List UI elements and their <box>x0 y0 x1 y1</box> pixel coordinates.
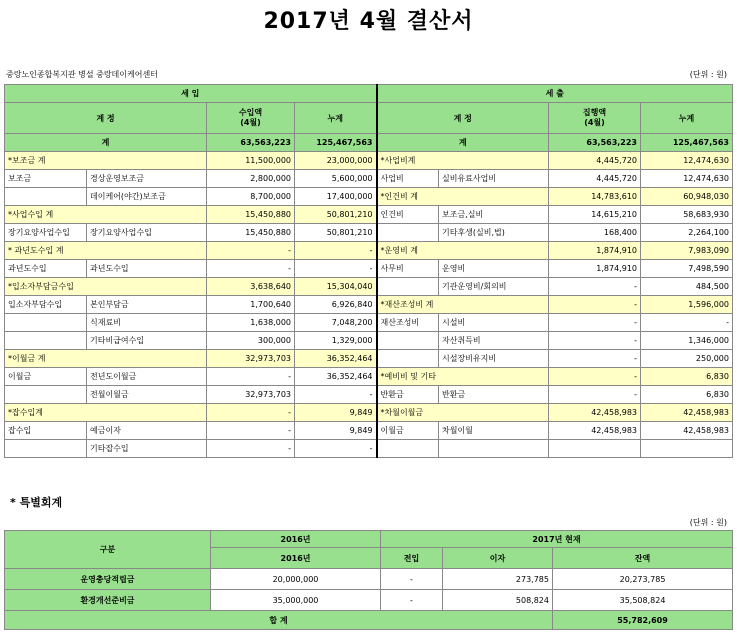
expense-month-value: - <box>549 314 641 332</box>
income-category-label: *이월금 계 <box>5 350 207 368</box>
income-cumulative-value: 17,400,000 <box>295 188 377 206</box>
income-month-value: 15,450,880 <box>207 206 295 224</box>
income-category-label: 장기요양사업수입 <box>5 224 87 242</box>
expense-cumulative-value: 60,948,030 <box>641 188 733 206</box>
special-total-value: 55,782,609 <box>553 611 733 630</box>
income-cumulative-value: 9,849 <box>295 422 377 440</box>
income-cumulative-value: 50,801,210 <box>295 206 377 224</box>
expense-category-label: *재산조성비 계 <box>377 296 549 314</box>
special-2016-header: 2016년 <box>211 531 381 548</box>
income-cumulative-value: - <box>295 386 377 404</box>
expense-item-label: 자산취득비 <box>439 332 549 350</box>
income-cumulative-value: 5,600,000 <box>295 170 377 188</box>
expense-cumulative-value: - <box>641 314 733 332</box>
expense-item-label: 시설장비유지비 <box>439 350 549 368</box>
expense-category-label: *운영비 계 <box>377 242 549 260</box>
expense-cumulative-value: 12,474,630 <box>641 170 733 188</box>
expense-month-value: - <box>549 350 641 368</box>
expense-cumulative-value: 1,346,000 <box>641 332 733 350</box>
special-row-balance: 20,273,785 <box>553 569 733 590</box>
settlement-row <box>5 206 733 224</box>
income-month-value: 1,700,640 <box>207 296 295 314</box>
income-month-value: 11,500,000 <box>207 152 295 170</box>
settlement-row <box>5 296 733 314</box>
income-cumulative-value: 6,926,840 <box>295 296 377 314</box>
income-month-value: 32,973,703 <box>207 350 295 368</box>
expense-item-label: 기관운영비/회의비 <box>439 278 549 296</box>
expense-cumulative-value: 250,000 <box>641 350 733 368</box>
special-row-2016: 35,000,000 <box>211 590 381 611</box>
settlement-row <box>5 152 733 170</box>
expense-month-value: 42,458,983 <box>549 422 641 440</box>
income-item-label: 본인부담금 <box>87 296 207 314</box>
expense-cumulative-value <box>641 440 733 458</box>
settlement-row <box>5 260 733 278</box>
expense-category-label <box>377 440 439 458</box>
expense-month-value: 14,615,210 <box>549 206 641 224</box>
income-total-label: 계 <box>5 134 207 152</box>
expense-month-value: - <box>549 332 641 350</box>
expense-cumulative-value: 7,983,090 <box>641 242 733 260</box>
income-cumulative-value: 9,849 <box>295 404 377 422</box>
expense-month-value: - <box>549 386 641 404</box>
income-category-label <box>5 440 87 458</box>
income-category-label: 과년도수입 <box>5 260 87 278</box>
special-jeonip-header: 전입 <box>381 548 443 569</box>
income-category-label: *입소자부담금수입 <box>5 278 207 296</box>
expense-month-value <box>549 440 641 458</box>
expense-item-label: 반환금 <box>439 386 549 404</box>
expense-category-label <box>377 224 439 242</box>
expense-item-label: 실비유료사업비 <box>439 170 549 188</box>
settlement-row <box>5 188 733 206</box>
expense-cumulative-value: 12,474,630 <box>641 152 733 170</box>
expense-month-value: 4,445,720 <box>549 170 641 188</box>
income-month-value: 15,450,880 <box>207 224 295 242</box>
expense-category-label <box>377 332 439 350</box>
income-month-value: 3,638,640 <box>207 278 295 296</box>
income-month-value: 300,000 <box>207 332 295 350</box>
income-cumulative-value: - <box>295 440 377 458</box>
income-cumulative-value: - <box>295 242 377 260</box>
expense-item-label: 차월이월 <box>439 422 549 440</box>
income-month-value: - <box>207 440 295 458</box>
income-category-label: *잡수입계 <box>5 404 207 422</box>
expense-category-label: 사업비 <box>377 170 439 188</box>
expense-total-month: 63,563,223 <box>549 134 641 152</box>
expense-month-value: - <box>549 278 641 296</box>
expense-category-label: 이월금 <box>377 422 439 440</box>
special-2016-sub-header: 2016년 <box>211 548 381 569</box>
income-month-value: - <box>207 422 295 440</box>
income-cumulative-value: 7,048,200 <box>295 314 377 332</box>
expense-account-header: 계 정 <box>377 103 549 134</box>
income-category-label <box>5 332 87 350</box>
income-month-value: 32,973,703 <box>207 386 295 404</box>
special-row-balance: 35,508,824 <box>553 590 733 611</box>
expense-cumulative-value: 42,458,983 <box>641 422 733 440</box>
income-month-value: 8,700,000 <box>207 188 295 206</box>
expense-item-label: 운영비 <box>439 260 549 278</box>
special-balance-header: 잔액 <box>553 548 733 569</box>
income-item-label: 기타비급여수입 <box>87 332 207 350</box>
settlement-row <box>5 386 733 404</box>
expense-category-label: *사업비계 <box>377 152 549 170</box>
income-month-value: - <box>207 260 295 278</box>
expense-cumulative-value: 1,596,000 <box>641 296 733 314</box>
special-row-name: 환경개선준비금 <box>5 590 211 611</box>
expense-cumulative-value: 42,458,983 <box>641 404 733 422</box>
settlement-row <box>5 422 733 440</box>
income-item-label: 식재료비 <box>87 314 207 332</box>
expense-month-value: 4,445,720 <box>549 152 641 170</box>
expense-cumulative-value: 7,498,590 <box>641 260 733 278</box>
expense-month-value: - <box>549 368 641 386</box>
unit-label: (단위 : 원) <box>689 70 727 79</box>
income-total-month: 63,563,223 <box>207 134 295 152</box>
expense-category-label <box>377 278 439 296</box>
income-category-label: * 과년도수입 계 <box>5 242 207 260</box>
income-item-label: 과년도수입 <box>87 260 207 278</box>
expense-cumulative-value: 484,500 <box>641 278 733 296</box>
income-category-label <box>5 188 87 206</box>
special-total-label: 합 계 <box>5 611 553 630</box>
income-cumulative-value: 15,304,040 <box>295 278 377 296</box>
special-row-jeonip: - <box>381 569 443 590</box>
special-row-interest: 273,785 <box>443 569 553 590</box>
special-account-table <box>4 530 733 630</box>
income-month-value: 1,638,000 <box>207 314 295 332</box>
settlement-row <box>5 440 733 458</box>
expense-cumulative-header: 누계 <box>641 103 733 134</box>
income-cumulative-value: - <box>295 260 377 278</box>
income-category-label: 보조금 <box>5 170 87 188</box>
settlement-row <box>5 314 733 332</box>
income-month-value: - <box>207 404 295 422</box>
income-cumulative-value: 36,352,464 <box>295 368 377 386</box>
settlement-row <box>5 368 733 386</box>
settlement-row <box>5 332 733 350</box>
expense-category-label: 사무비 <box>377 260 439 278</box>
income-item-label: 기타잡수입 <box>87 440 207 458</box>
income-item-label: 데이케어(야간)보조금 <box>87 188 207 206</box>
special-row-2016: 20,000,000 <box>211 569 381 590</box>
settlement-table <box>4 84 733 458</box>
income-cumulative-value: 50,801,210 <box>295 224 377 242</box>
income-cumulative-value: 36,352,464 <box>295 350 377 368</box>
expense-category-label: 반환금 <box>377 386 439 404</box>
page-title: 2017년 4월 결산서 <box>263 9 474 34</box>
settlement-row <box>5 350 733 368</box>
settlement-row <box>5 170 733 188</box>
income-month-value: 2,800,000 <box>207 170 295 188</box>
expense-month-value: 168,400 <box>549 224 641 242</box>
expense-cumulative-value: 2,264,100 <box>641 224 733 242</box>
special-interest-header: 이자 <box>443 548 553 569</box>
expense-category-label: *인건비 계 <box>377 188 549 206</box>
income-item-label: 전월이월금 <box>87 386 207 404</box>
expense-item-label: 기타후생(실비,법) <box>439 224 549 242</box>
income-month-value: - <box>207 368 295 386</box>
income-total-cumulative: 125,467,563 <box>295 134 377 152</box>
income-category-label: 잡수입 <box>5 422 87 440</box>
expense-item-label <box>439 440 549 458</box>
expense-month-header: 집행액 (4월) <box>549 103 641 134</box>
special-unit-label: (단위 : 원) <box>689 518 727 527</box>
income-category-label: 이월금 <box>5 368 87 386</box>
expense-total-cumulative: 125,467,563 <box>641 134 733 152</box>
special-row-interest: 508,824 <box>443 590 553 611</box>
income-account-header: 계 정 <box>5 103 207 134</box>
expense-month-value: 14,783,610 <box>549 188 641 206</box>
income-category-label: *보조금 계 <box>5 152 207 170</box>
settlement-row <box>5 242 733 260</box>
settlement-row <box>5 278 733 296</box>
expense-cumulative-value: 6,830 <box>641 386 733 404</box>
expense-month-value: 1,874,910 <box>549 260 641 278</box>
expense-month-value: 42,458,983 <box>549 404 641 422</box>
income-category-label: *사업수입 계 <box>5 206 207 224</box>
expense-total-label: 계 <box>377 134 549 152</box>
expense-category-label: *예비비 및 기타 <box>377 368 549 386</box>
organization-name: 중랑노인종합복지관 병설 중랑데이케어센터 <box>6 70 158 79</box>
income-item-label: 경상운영보조금 <box>87 170 207 188</box>
expense-category-label: *차월이월금 <box>377 404 549 422</box>
expense-category-label <box>377 350 439 368</box>
income-cumulative-value: 23,000,000 <box>295 152 377 170</box>
income-category-label <box>5 314 87 332</box>
income-item-label: 장기요양사업수입 <box>87 224 207 242</box>
settlement-row <box>5 404 733 422</box>
income-category-label: 입소자부담수입 <box>5 296 87 314</box>
income-item-label: 전년도이월금 <box>87 368 207 386</box>
income-category-label <box>5 386 87 404</box>
expense-item-label: 보조금,실비 <box>439 206 549 224</box>
special-account-title: * 특별회계 <box>10 496 63 509</box>
expense-item-label: 시설비 <box>439 314 549 332</box>
expense-header: 세 출 <box>377 85 733 103</box>
income-cumulative-value: 1,329,000 <box>295 332 377 350</box>
special-row-name: 운영충당적립금 <box>5 569 211 590</box>
settlement-row <box>5 224 733 242</box>
income-month-value: - <box>207 242 295 260</box>
special-2017-header: 2017년 현재 <box>381 531 733 548</box>
expense-category-label: 재산조성비 <box>377 314 439 332</box>
special-gubun-header: 구분 <box>5 531 211 569</box>
income-item-label: 예금이자 <box>87 422 207 440</box>
expense-month-value: - <box>549 296 641 314</box>
income-cumulative-header: 누계 <box>295 103 377 134</box>
expense-cumulative-value: 58,683,930 <box>641 206 733 224</box>
special-row-jeonip: - <box>381 590 443 611</box>
income-header: 세 입 <box>5 85 377 103</box>
expense-category-label: 인건비 <box>377 206 439 224</box>
expense-month-value: 1,874,910 <box>549 242 641 260</box>
income-month-header: 수입액 (4월) <box>207 103 295 134</box>
expense-cumulative-value: 6,830 <box>641 368 733 386</box>
